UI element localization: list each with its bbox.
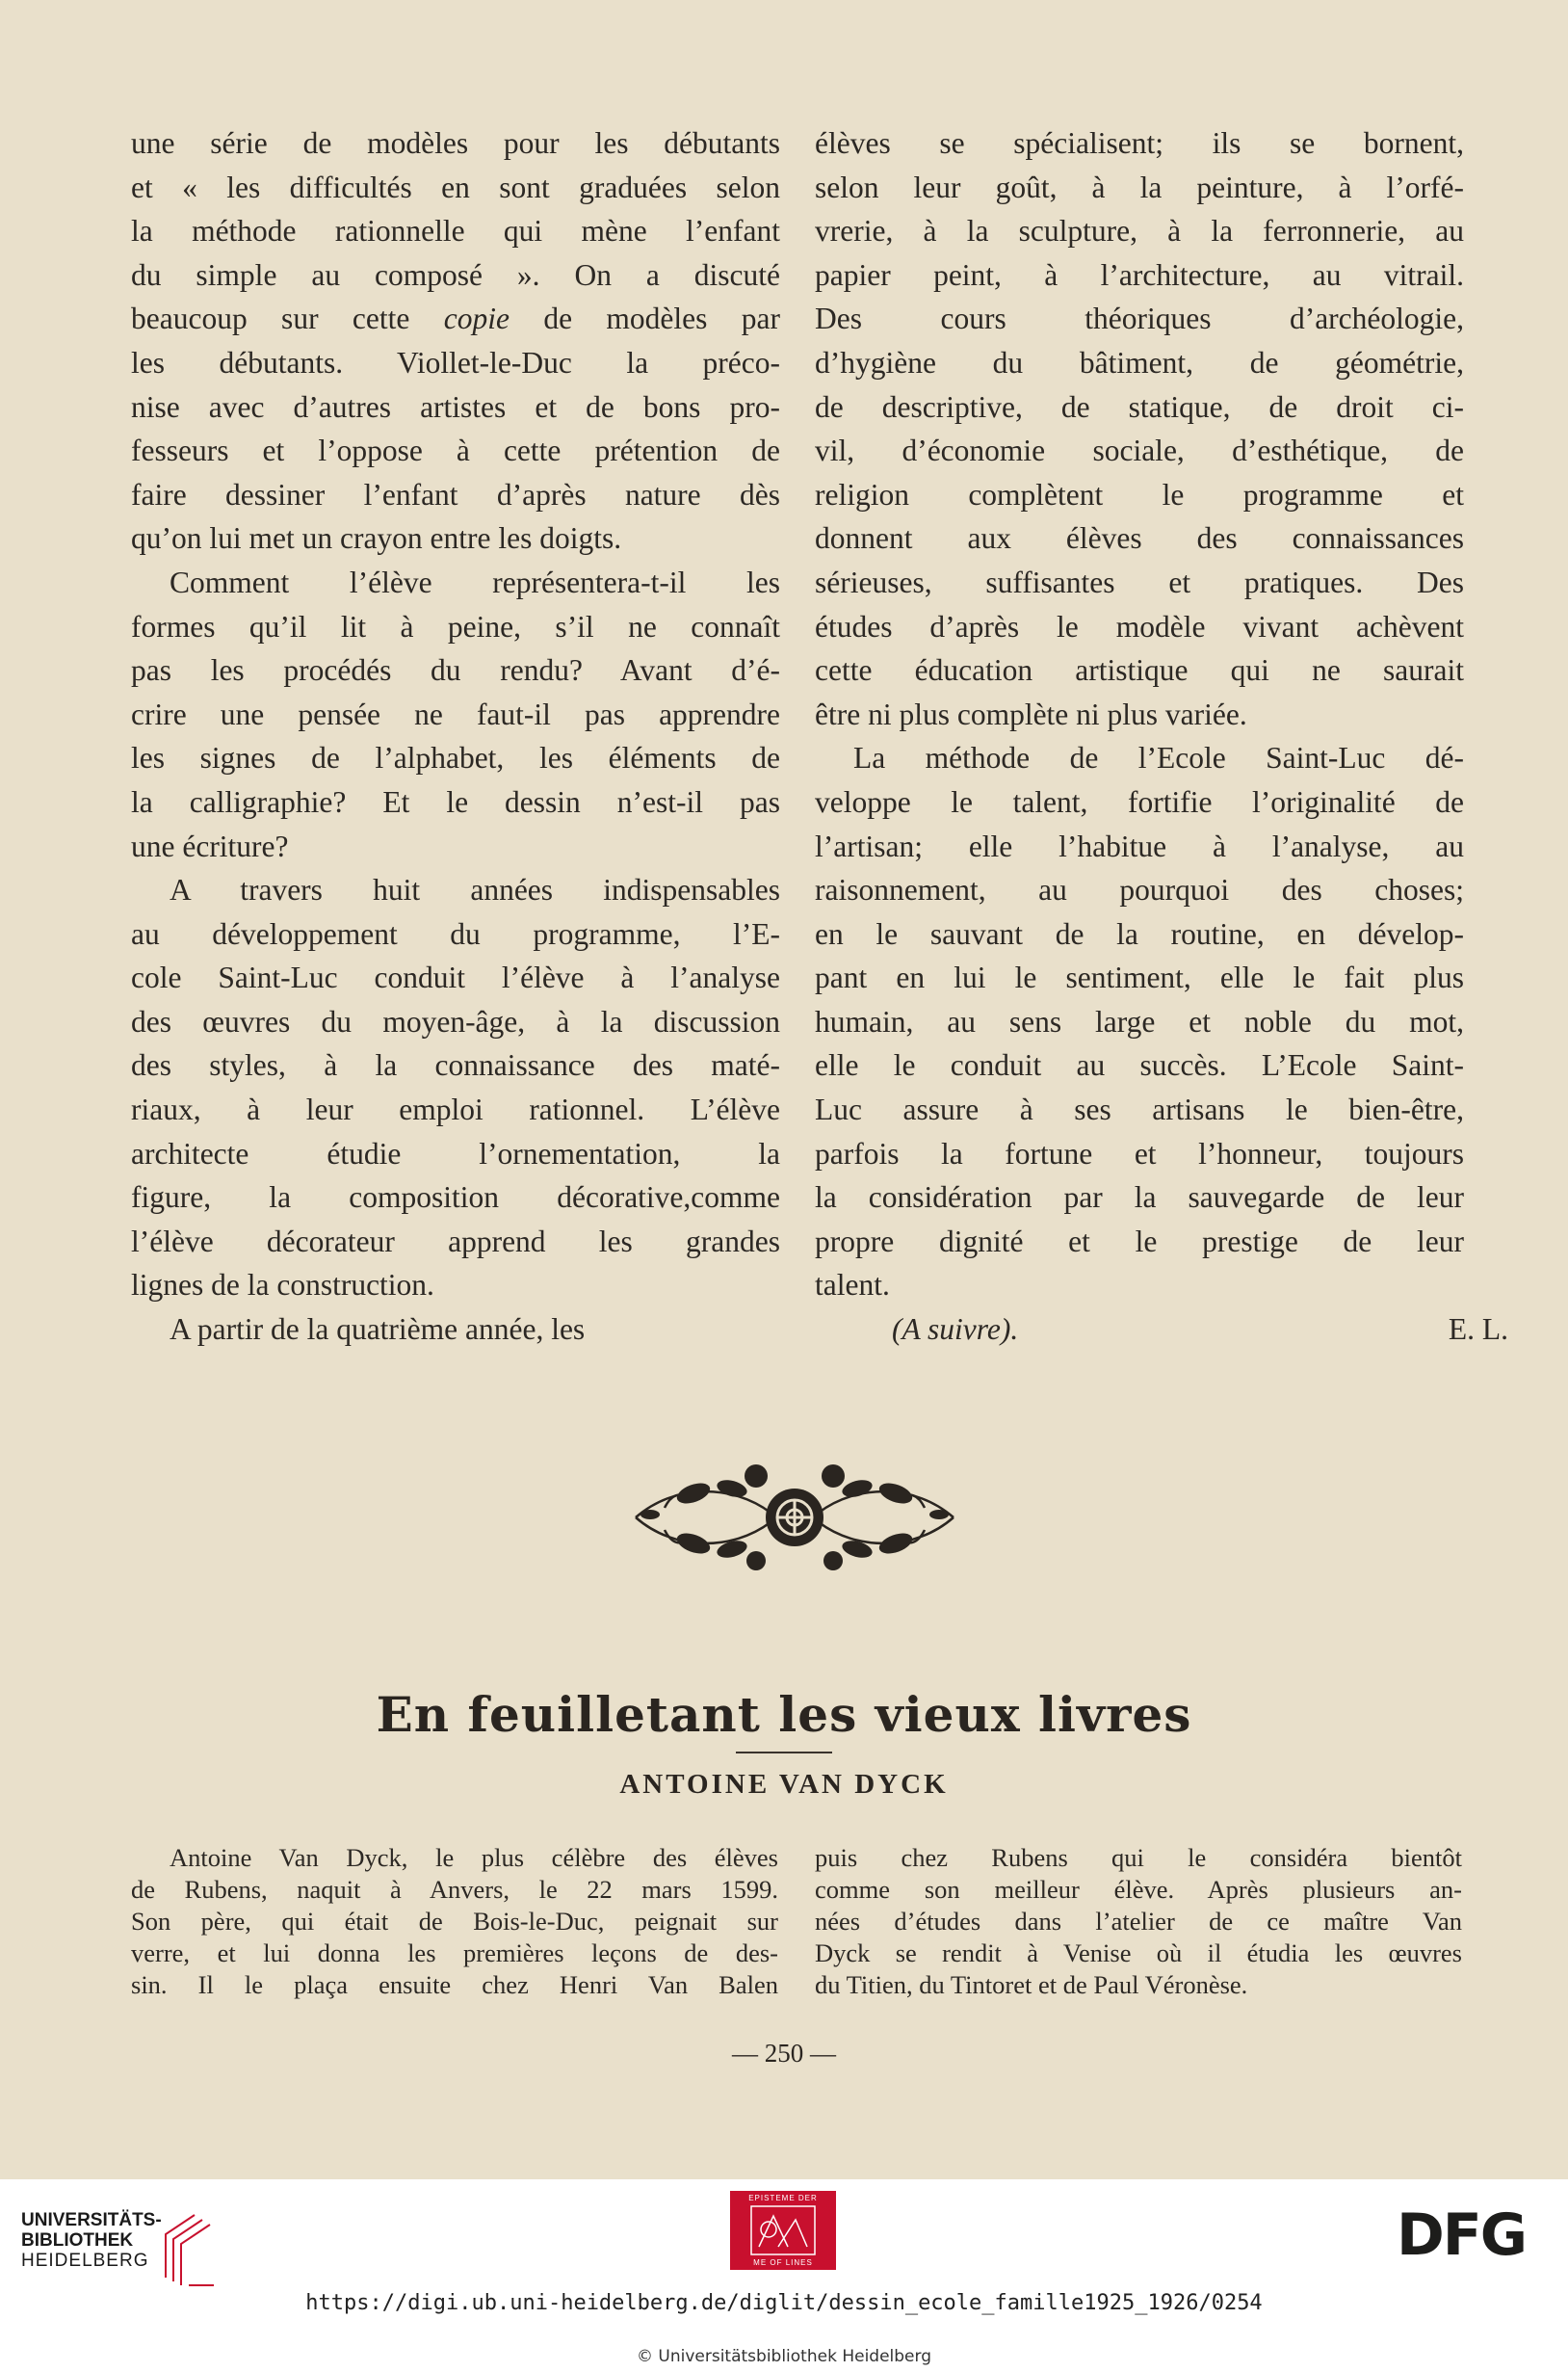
text-line: Dyck se rendit à Venise où il étudia les œuvres	[815, 1938, 1462, 1967]
text-line: humain, au sens large et noble du mot,	[815, 1004, 1464, 1039]
text-line: d’hygiène du bâtiment, de géométrie,	[815, 345, 1464, 380]
text-line: des styles, à la connaissance des maté-	[131, 1048, 780, 1083]
text-line: l’artisan; elle l’habitue à l’analyse, au	[815, 829, 1464, 863]
text-line: raisonnement, au pourquoi des choses;	[815, 873, 1464, 908]
text-line: nise avec d’autres artistes et de bons pro-	[131, 389, 780, 424]
floral-ornament-icon	[626, 1455, 963, 1580]
text-line: fesseurs et l’oppose à cette prétention de	[131, 434, 780, 468]
copyright-notice: © Universitätsbibliothek Heidelberg	[636, 2347, 931, 2366]
text-line: faire dessiner l’enfant d’après nature dès	[131, 477, 780, 512]
permalink-url[interactable]: https://digi.ub.uni-heidelberg.de/diglit/dessin_ecole_famille1925_1926/0254	[305, 2291, 1263, 2315]
text-line: pant en lui le sentiment, elle le fait plus	[815, 961, 1464, 995]
text-line: sérieuses, suffisantes et pratiques. Des	[815, 565, 1464, 599]
text-line: pas les procédés du rendu? Avant d’é-	[131, 653, 780, 688]
author-signature: E. L.	[1448, 1312, 1508, 1347]
library-emblem-icon	[156, 2210, 233, 2287]
text-line: au développement du programme, l’E-	[131, 916, 780, 951]
text-line: les signes de l’alphabet, les éléments de	[131, 741, 780, 776]
text-line: une série de modèles pour les débutants	[131, 126, 780, 160]
text-line: comme son meilleur élève. Après plusieurs an-	[815, 1875, 1462, 1904]
text-line: élèves se spécialisent; ils se bornent,	[815, 126, 1464, 160]
continuation-row	[892, 1307, 1508, 1352]
text-line: puis chez Rubens qui le considéra bientôt	[815, 1843, 1462, 1872]
text-line: formes qu’il lit à peine, s’il ne connaît	[131, 609, 780, 644]
article1-right-column	[815, 121, 1508, 1352]
text-line: Luc assure à ses artisans le bien-être,	[815, 1093, 1464, 1127]
text-line: lignes de la construction.	[131, 1268, 434, 1303]
title-divider	[736, 1752, 832, 1753]
text-line: figure, la composition décorative,comme	[131, 1180, 780, 1215]
text-line: l’élève décorateur apprend les grandes	[131, 1224, 780, 1258]
text-line: la calligraphie? Et le dessin n’est-il pas	[131, 784, 780, 819]
text-line: du Titien, du Tintoret et de Paul Véronèse.	[815, 1970, 1248, 1999]
text-line: sin. Il le plaça ensuite chez Henri Van Balen	[131, 1970, 778, 1999]
text-line: la méthode rationnelle qui mène l’enfant	[131, 214, 780, 249]
text-line: religion complètent le programme et	[815, 477, 1464, 512]
episteme-logo-bottom-text: ME OF LINES	[753, 2258, 813, 2267]
text-line: riaux, à leur emploi rationnel. L’élève	[131, 1093, 780, 1127]
text-line: études d’après le modèle vivant achèvent	[815, 609, 1464, 644]
page-number: — 250 —	[732, 2039, 836, 2068]
text-line: les débutants. Viollet-le-Duc la préco-	[131, 345, 780, 380]
text-line: être ni plus complète ni plus variée.	[815, 697, 1247, 731]
text-line: elle le conduit au succès. L’Ecole Saint-	[815, 1048, 1464, 1083]
episteme-logo[interactable]	[730, 2191, 836, 2270]
article2-title: En feuilletant les vieux livres	[376, 1686, 1192, 1743]
article1-left-column	[131, 121, 780, 1352]
episteme-logo-top-text: EPISTEME DER	[748, 2194, 818, 2202]
text-line: Comment l’élève représentera-t-il les	[170, 565, 780, 599]
text-line: donnent aux élèves des connaissances	[815, 521, 1464, 556]
text-line: vil, d’économie sociale, d’esthétique, de	[815, 434, 1464, 468]
article2-left-column	[131, 1842, 778, 2001]
text-line: et « les difficultés en sont graduées selon	[131, 170, 780, 204]
text-line: Des cours théoriques d’archéologie,	[815, 302, 1464, 336]
text-line: de Rubens, naquit à Anvers, le 22 mars 1599.	[131, 1875, 778, 1904]
text-line: beaucoup sur cette copie de modèles par	[131, 302, 780, 336]
text-line: une écriture?	[131, 829, 289, 863]
university-library-logo[interactable]	[21, 2210, 233, 2287]
text-line: cette éducation artistique qui ne saurait	[815, 653, 1464, 688]
text-line: nées d’études dans l’atelier de ce maître Van	[815, 1907, 1462, 1936]
article2-subtitle: ANTOINE VAN DYCK	[619, 1769, 949, 1800]
text-line: verre, et lui donna les premières leçons de des-	[131, 1938, 778, 1967]
library-name-line2: BIBLIOTHEK	[21, 2230, 134, 2251]
text-line: La méthode de l’Ecole Saint-Luc dé-	[853, 741, 1464, 776]
text-line: Son père, qui était de Bois-le-Duc, peignait sur	[131, 1907, 778, 1936]
text-line: parfois la fortune et l’honneur, toujours	[815, 1136, 1464, 1171]
text-line: A partir de la quatrième année, les	[170, 1312, 586, 1347]
to-be-continued-note: (A suivre).	[892, 1312, 1019, 1347]
text-line: talent.	[815, 1268, 890, 1303]
text-line: architecte étudie l’ornementation, la	[131, 1136, 780, 1171]
text-line: crire une pensée ne faut-il pas apprendre	[131, 697, 780, 731]
text-line: Antoine Van Dyck, le plus célèbre des élèves	[170, 1843, 778, 1872]
text-line: papier peint, à l’architecture, au vitrail.	[815, 257, 1464, 292]
text-line: la considération par la sauvegarde de leur	[815, 1180, 1464, 1215]
text-line: A travers huit années indispensables	[170, 873, 780, 908]
text-line: vrerie, à la sculpture, à la ferronnerie, au	[815, 214, 1464, 249]
library-name-line1: UNIVERSITÄTS-	[21, 2210, 162, 2230]
text-line: de descriptive, de statique, de droit ci-	[815, 389, 1464, 424]
footer-bar	[0, 2179, 1568, 2372]
dfg-logo[interactable]: DFG	[1397, 2201, 1527, 2269]
text-line: des œuvres du moyen-âge, à la discussion	[131, 1004, 780, 1039]
text-line: veloppe le talent, fortifie l’originalité de	[815, 784, 1464, 819]
text-line: qu’on lui met un crayon entre les doigts.	[131, 521, 622, 556]
text-line: selon leur goût, à la peinture, à l’orfé-	[815, 170, 1464, 204]
article2-right-column	[815, 1842, 1462, 2001]
text-line: cole Saint-Luc conduit l’élève à l’analyse	[131, 961, 780, 995]
library-name-line3: HEIDELBERG	[21, 2251, 149, 2271]
text-line: propre dignité et le prestige de leur	[815, 1224, 1464, 1258]
text-line: du simple au composé ». On a discuté	[131, 257, 780, 292]
text-line: en le sauvant de la routine, en dévelop-	[815, 916, 1464, 951]
